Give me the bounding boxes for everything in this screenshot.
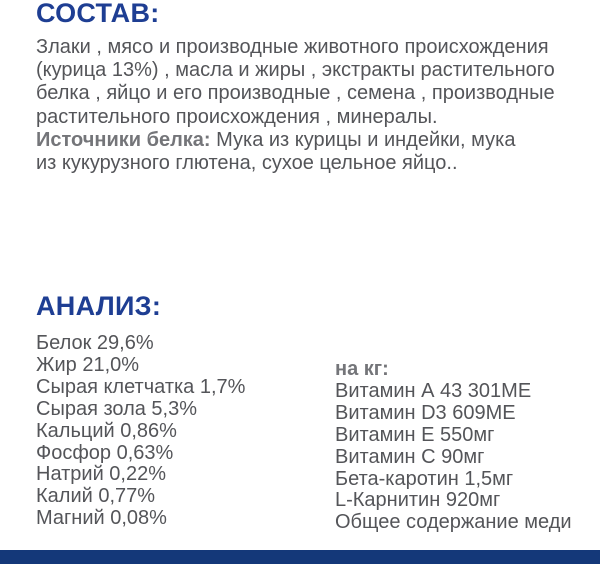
composition-line: (курица 13%) , масла и жиры , экстракты растительного [36, 59, 555, 82]
vitamin-item: Общее содержание меди [335, 511, 572, 534]
vitamin-item: L-Карнитин 920мг [335, 489, 501, 512]
analysis-vitamins-list [335, 359, 572, 534]
vitamin-item: Витамин D3 609МЕ [335, 401, 516, 424]
protein-sources-text: Мука из курицы и индейки, мука [210, 128, 516, 151]
composition-paragraph [36, 36, 555, 175]
analysis-item: Сырая клетчатка 1,7% [36, 375, 246, 398]
protein-sources-line: из кукурузного глютена, сухое цельное яйцо.. [36, 152, 458, 175]
protein-sources-line [36, 129, 555, 152]
analysis-item: Калий 0,77% [36, 485, 156, 508]
analysis-item: Магний 0,08% [36, 507, 167, 530]
analysis-item: Сырая зола 5,3% [36, 397, 198, 420]
analysis-nutrients-list [36, 333, 245, 530]
vitamin-item: Витамин Е 550мг [335, 423, 495, 446]
vitamin-item: Бета-каротин 1,5мг [335, 467, 514, 490]
footer-divider-bar [0, 550, 600, 564]
vitamin-item: Витамин С 90мг [335, 445, 485, 468]
composition-line: растительного происхождения , минералы. [36, 105, 438, 128]
analysis-item: Белок 29,6% [36, 332, 154, 354]
analysis-heading: АНАЛИЗ: [36, 291, 162, 321]
composition-line: Злаки , мясо и производные животного происхождения [36, 36, 549, 58]
analysis-item: Фосфор 0,63% [36, 441, 174, 464]
composition-line: белка , яйцо и его производные , семена , производные [36, 82, 555, 105]
per-kg-label: на кг: [335, 358, 389, 380]
vitamin-item: Витамин А 43 301МЕ [335, 379, 532, 402]
analysis-item: Кальций 0,86% [36, 419, 177, 442]
analysis-item: Жир 21,0% [36, 353, 140, 376]
composition-heading: СОСТАВ: [36, 0, 160, 28]
analysis-item: Натрий 0,22% [36, 463, 167, 486]
protein-sources-label: Источники белка: [36, 128, 211, 151]
